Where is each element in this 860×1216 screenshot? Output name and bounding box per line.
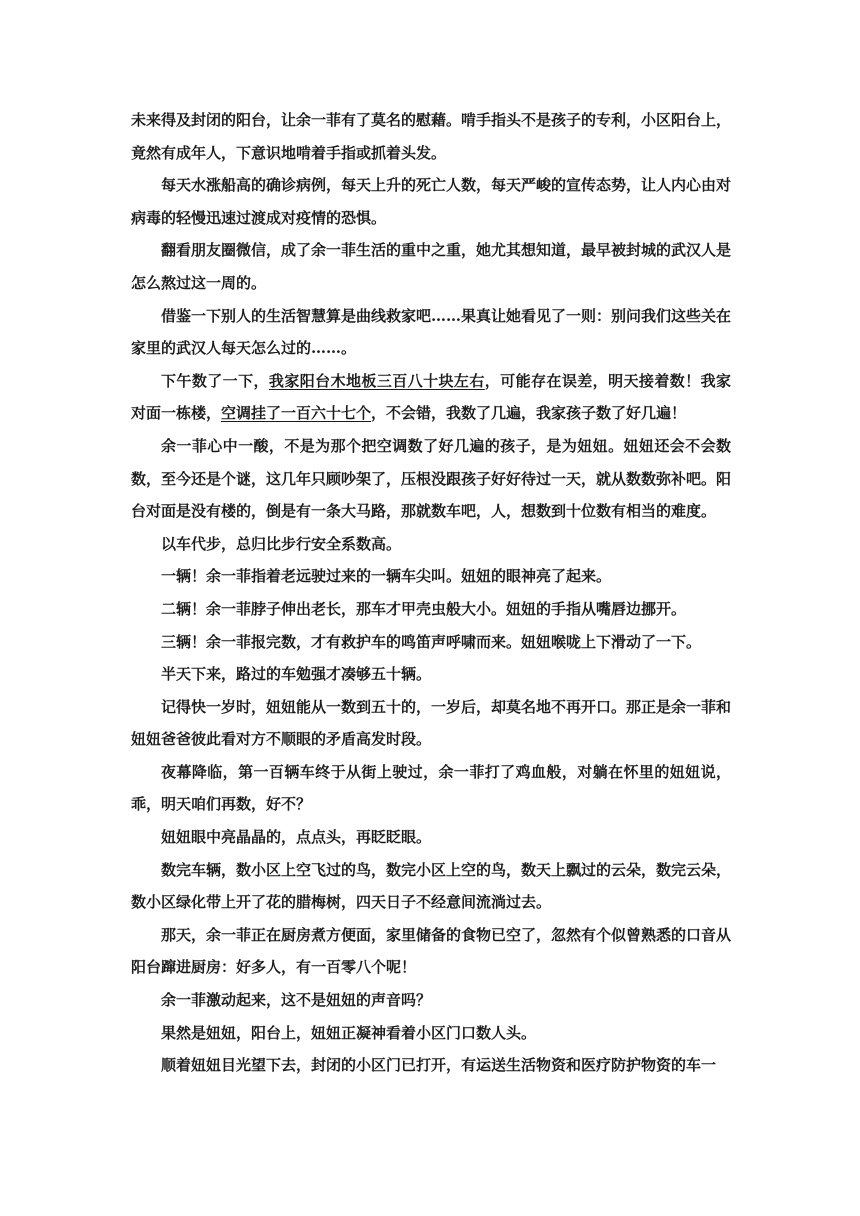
paragraph-text: ，不会错，我数了几遍，我家孩子数了好几遍！ xyxy=(371,404,687,423)
paragraph-text: 下午数了一下， xyxy=(161,371,269,390)
paragraph xyxy=(131,821,731,854)
paragraph xyxy=(131,691,731,756)
paragraph xyxy=(131,300,731,365)
paragraph-text: ，可能存在误差，明天接着数！我家对面一栋楼， xyxy=(131,371,731,423)
paragraph xyxy=(131,593,731,626)
paragraph xyxy=(131,919,731,984)
paragraph-text: 夜幕降临，第一百辆车终于从街上驶过，余一菲打了鸡血般，对躺在怀里的妞妞说，乖，明天咱们再数，好不？ xyxy=(131,762,731,814)
paragraph-text: 余一菲心中一酸，不是为那个把空调数了好几遍的孩子，是为妞妞。妞妞还会不会数数，至今还是个谜，这几年只顾吵架了，压根没跟孩子好好待过一天，就从数数弥补吧。阳台对面是没有楼的，倒是有一条大马路，那就数车吧，人，想数到十位数有相当的难度。 xyxy=(131,436,732,521)
paragraph xyxy=(131,1049,731,1082)
paragraph xyxy=(131,626,731,659)
paragraph xyxy=(131,430,731,528)
paragraph xyxy=(131,104,731,169)
paragraph xyxy=(131,984,731,1017)
paragraph xyxy=(131,169,731,234)
paragraph xyxy=(131,234,731,299)
paragraph-text: 果然是妞妞，阳台上，妞妞正凝神看着小区门口数人头。 xyxy=(161,1023,537,1042)
paragraph xyxy=(131,528,731,561)
paragraph-text: 那天，余一菲正在厨房煮方便面，家里储备的食物已空了，忽然有个似曾熟悉的口音从阳台蹿进厨房：好多人，有一百零八个呢！ xyxy=(131,925,732,977)
paragraph-text: 记得快一岁时，妞妞能从一数到五十的，一岁后，却莫名地不再开口。那正是余一菲和妞妞爸爸彼此看对方不顺眼的矛盾高发时段。 xyxy=(131,697,732,749)
story-text xyxy=(131,104,731,1082)
underlined-phrase: 我家阳台木地板三百八十块左右 xyxy=(268,371,485,390)
paragraph-text: 三辆！余一菲报完数，才有救护车的鸣笛声呼啸而来。妞妞喉咙上下滑动了一下。 xyxy=(161,632,702,651)
paragraph xyxy=(131,854,731,919)
paragraph-text: 借鉴一下别人的生活智慧算是曲线救家吧……果真让她看见了一则：别问我们这些关在家里的武汉人每天怎么过的……。 xyxy=(131,306,732,358)
paragraph-text: 数完车辆，数小区上空飞过的鸟，数完小区上空的鸟，数天上飘过的云朵，数完云朵，数小区绿化带上开了花的腊梅树，四天日子不经意间流淌过去。 xyxy=(131,860,732,912)
paragraph xyxy=(131,756,731,821)
paragraph-text: 以车代步，总归比步行安全系数高。 xyxy=(161,534,402,553)
paragraph-text: 余一菲激动起来，这不是妞妞的声音吗？ xyxy=(161,991,432,1010)
paragraph-text: 顺着妞妞目光望下去，封闭的小区门已打开，有运送生活物资和医疗防护物资的车一 xyxy=(161,1056,717,1075)
paragraph-text: 翻看朋友圈微信，成了余一菲生活的重中之重，她尤其想知道，最早被封城的武汉人是怎么熬过这一周的。 xyxy=(131,241,732,292)
paragraph xyxy=(131,365,731,430)
paragraph-text: 一辆！余一菲指着老远驶过来的一辆车尖叫。妞妞的眼神亮了起来。 xyxy=(161,567,612,586)
paragraph xyxy=(131,560,731,593)
paragraph-text: 未来得及封闭的阳台，让余一菲有了莫名的慰藉。啃手指头不是孩子的专利，小区阳台上，竟然有成年人，下意识地啃着手指或抓着头发。 xyxy=(131,111,732,162)
paragraph xyxy=(131,1017,731,1050)
paragraph xyxy=(131,658,731,691)
underlined-phrase: 空调挂了一百六十七个 xyxy=(221,404,372,423)
paragraph-text: 每天水涨船高的确诊病例，每天上升的死亡人数，每天严峻的宣传态势，让人内心由对病毒的轻慢迅速过渡成对疫情的恐惧。 xyxy=(131,176,732,227)
paragraph-text: 二辆！余一菲脖子伸出老长，那车才甲壳虫般大小。妞妞的手指从嘴唇边挪开。 xyxy=(161,599,687,618)
paragraph-text: 妞妞眼中亮晶晶的，点点头，再眨眨眼。 xyxy=(161,828,432,847)
paragraph-text: 半天下来，路过的车勉强才凑够五十辆。 xyxy=(161,665,432,684)
